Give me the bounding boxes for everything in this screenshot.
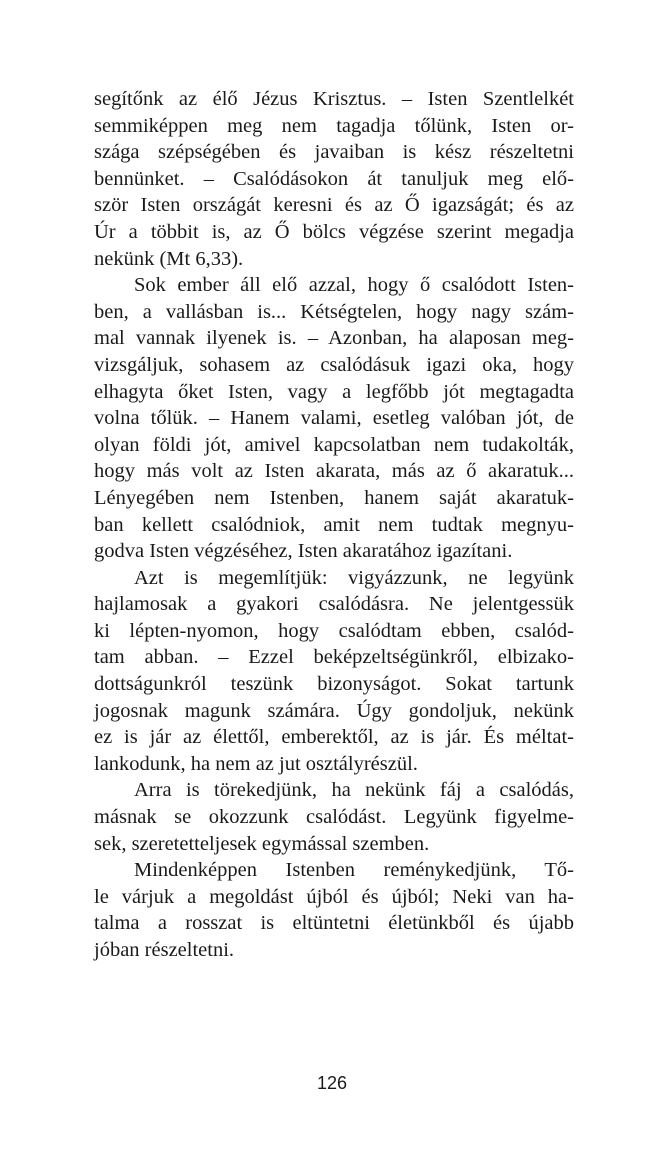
text-line: bennünket. – Csalódásokon át tanuljuk meg elő- xyxy=(94,167,574,190)
text-line: mal vannak ilyenek is. – Azonban, ha alaposan meg- xyxy=(94,327,574,350)
text-line: ki lépten-nyomon, hogy csalódtam ebben, csalód- xyxy=(94,619,574,642)
text-line: Úr a többit is, az Ő bölcs végzése szerint megadja xyxy=(94,220,574,243)
page-number: 126 xyxy=(316,1073,348,1093)
text-line: godva Isten végzéséhez, Isten akaratához igazítani. xyxy=(94,540,513,563)
text-line: tam abban. – Ezzel beképzeltségünkről, elbizako- xyxy=(94,646,574,669)
text-line: ban kellett csalódniok, amit nem tudtak megnyu- xyxy=(94,513,574,536)
text-line: vizsgáljuk, sohasem az csalódásuk igazi oka, hogy xyxy=(94,353,574,376)
text-line: Sok ember áll elő azzal, hogy ő csalódott Isten- xyxy=(134,274,574,297)
text-line: segítőnk az élő Jézus Krisztus. – Isten Szentlelkét xyxy=(94,88,574,110)
text-line: lankodunk, ha nem az jut osztályrészül. xyxy=(94,752,418,775)
text-line: Mindenképpen Istenben reménykedjünk, Tő- xyxy=(134,859,574,882)
text-line: nekünk (Mt 6,33). xyxy=(94,247,244,270)
text-line: ben, a vallásban is... Kétségtelen, hogy nagy szám- xyxy=(94,300,574,323)
text-line: jogosnak magunk számára. Úgy gondoljuk, nekünk xyxy=(94,699,574,722)
text-line: Azt is megemlítjük: vigyázzunk, ne legyünk xyxy=(134,566,574,589)
text-line: talma a rosszat is eltüntetni életünkből és újabb xyxy=(94,912,574,935)
text-line: olyan földi jót, amivel kapcsolatban nem tudakolták, xyxy=(94,433,574,456)
text-line: sek, szeretetteljesek egymással szemben. xyxy=(94,832,430,855)
text-line: semmiképpen meg nem tagadja tőlünk, Isten or- xyxy=(94,114,574,137)
text-line: le várjuk a megoldást újból és újból; Neki van ha- xyxy=(94,885,574,908)
text-line: hogy más volt az Isten akarata, más az ő akaratuk... xyxy=(94,460,574,483)
text-line: Lényegében nem Istenben, hanem saját akaratuk- xyxy=(94,486,574,509)
text-line: hajlamosak a gyakori csalódásra. Ne jelentgessük xyxy=(94,593,574,616)
body-text xyxy=(94,86,574,964)
text-line: Arra is törekedjünk, ha nekünk fáj a csalódás, xyxy=(134,779,574,802)
text-line: volna tőlük. – Hanem valami, esetleg valóban jót, de xyxy=(94,407,574,430)
text-line: elhagyta őket Isten, vagy a legfőbb jót megtagadta xyxy=(94,380,574,403)
text-line: dottságunkról teszünk bizonyságot. Sokat tartunk xyxy=(94,673,574,696)
text-line: ez is jár az élettől, emberektől, az is jár. És méltat- xyxy=(94,726,574,749)
text-line: ször Isten országát keresni és az Ő igazságát; és az xyxy=(94,194,574,217)
text-line: jóban részeltetni. xyxy=(94,939,235,961)
text-line: másnak se okozzunk csalódást. Legyünk figyelme- xyxy=(94,806,574,829)
text-line: szága szépségében és javaiban is kész részeltetni xyxy=(94,141,574,164)
